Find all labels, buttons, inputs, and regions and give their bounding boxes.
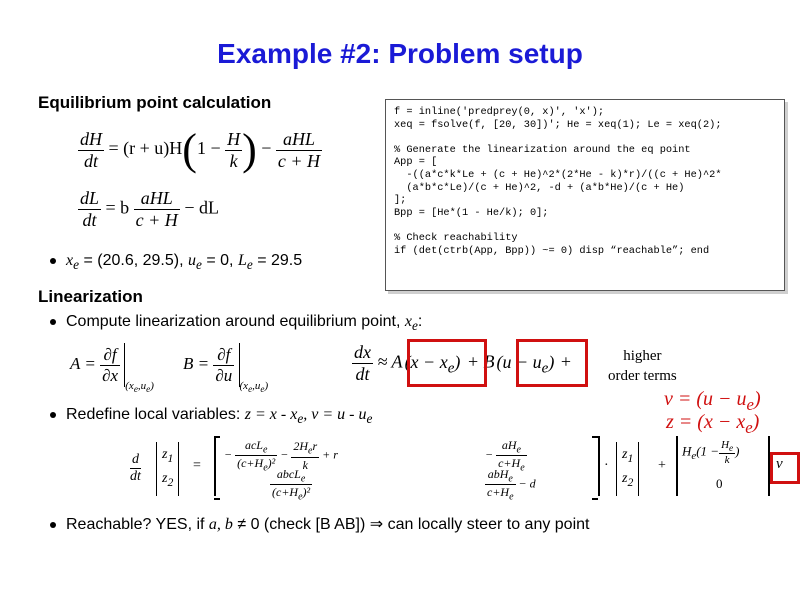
state-space-equation: d dt $z_1$ $z_2$ = − $\frac{acL_e}{(c+H_e)^2}$ − $\frac{2H_er}{k}$ + r − $\frac{aH_e}{c+H_e}$ $\frac{abcL_e}{(c+H_e)^2}$ $\frac{abH_e}{c+H_e}$ − d · $z_1$ $z_2$ + (130, 438, 666, 503)
v-definition-red: $v = (u - u_e)$ (664, 388, 761, 414)
linearization-bullet: Compute linearization around equilibrium point, $x_e$: (50, 313, 422, 334)
code-line: % Check reachability (394, 231, 518, 244)
equation-dH: $\frac{dH}{dt}$ = (r + u)H(1 − $\frac{H}{k}$ ) − $\frac{\text{aHL}}{c + H}$ (80, 125, 321, 174)
equation-dL: $\frac{dL}{dt}$ = b $\frac{\text{aHL}}{c + H}$ − dL (80, 188, 219, 230)
z-definition-red: $z = (x - x_e)$ (666, 411, 760, 437)
highlight-box-v (770, 452, 800, 484)
code-line: -((a*c*k*Le + (c + He)^2*(2*He - k)*r)/((c + He)^2* (394, 168, 722, 181)
page-title: Example #2: Problem setup (217, 38, 583, 69)
section-heading-linearization: Linearization (38, 287, 143, 306)
bullet-icon (50, 522, 56, 528)
bullet-icon (50, 412, 56, 418)
jacobian-B: B = $\frac{\partial f}{\partial u}$ $_{(x_e,u_e)}$ (183, 344, 269, 395)
highlight-box-x (407, 339, 487, 387)
code-line (394, 131, 776, 144)
input-vector: $H_e(1$ − $\frac{H_e}{k}$ ) 0 v (676, 436, 794, 496)
code-line: if (det(ctrb(App, Bpp)) ~= 0) disp “reachable”; end (394, 244, 710, 257)
bullet-icon (50, 319, 56, 325)
jacobian-A: A = $\frac{\partial f}{\partial x}$ $_{(x_e,u_e)}$ (70, 344, 154, 395)
reachable-bullet: Reachable? YES, if a, b ≠ 0 (check [B AB]) ⇒ can locally steer to any point (50, 514, 589, 534)
higher-order-terms: higher order terms (608, 348, 677, 384)
code-line (394, 219, 776, 232)
equilibrium-values-bullet: $x_e = (20.6$, 29.5), $u_e = 0$, $L_e = 29.5$ (50, 252, 302, 273)
bullet-icon (50, 258, 56, 264)
redefine-variables-bullet: Redefine local variables: $z = x - x_e$, $v = u - u_e$ (50, 406, 372, 427)
matlab-code-box (385, 99, 785, 291)
highlight-box-u (516, 339, 588, 387)
code-line: ]; (394, 194, 407, 207)
section-heading-equilibrium: Equilibrium point calculation (38, 93, 272, 112)
code-line: f = inline('predprey(0, x)', 'x'); (394, 106, 605, 118)
code-line: (a*b*c*Le)/(c + He)^2, -d + (a*b*He)/(c + He) (394, 181, 685, 194)
code-line: App = [ (394, 156, 438, 169)
code-line: % Generate the linearization around the eq point (394, 143, 691, 156)
code-line: xeq = fsolve(f, [20, 30])'; He = xeq(1); Le = xeq(2); (394, 118, 722, 131)
linearization-equation: $\frac{dx}{dt}$ ≈ A $(x - x_e) + B$ $(u - u_e)$ + (354, 342, 571, 384)
code-line: Bpp = [He*(1 - He/k); 0]; (394, 206, 549, 219)
